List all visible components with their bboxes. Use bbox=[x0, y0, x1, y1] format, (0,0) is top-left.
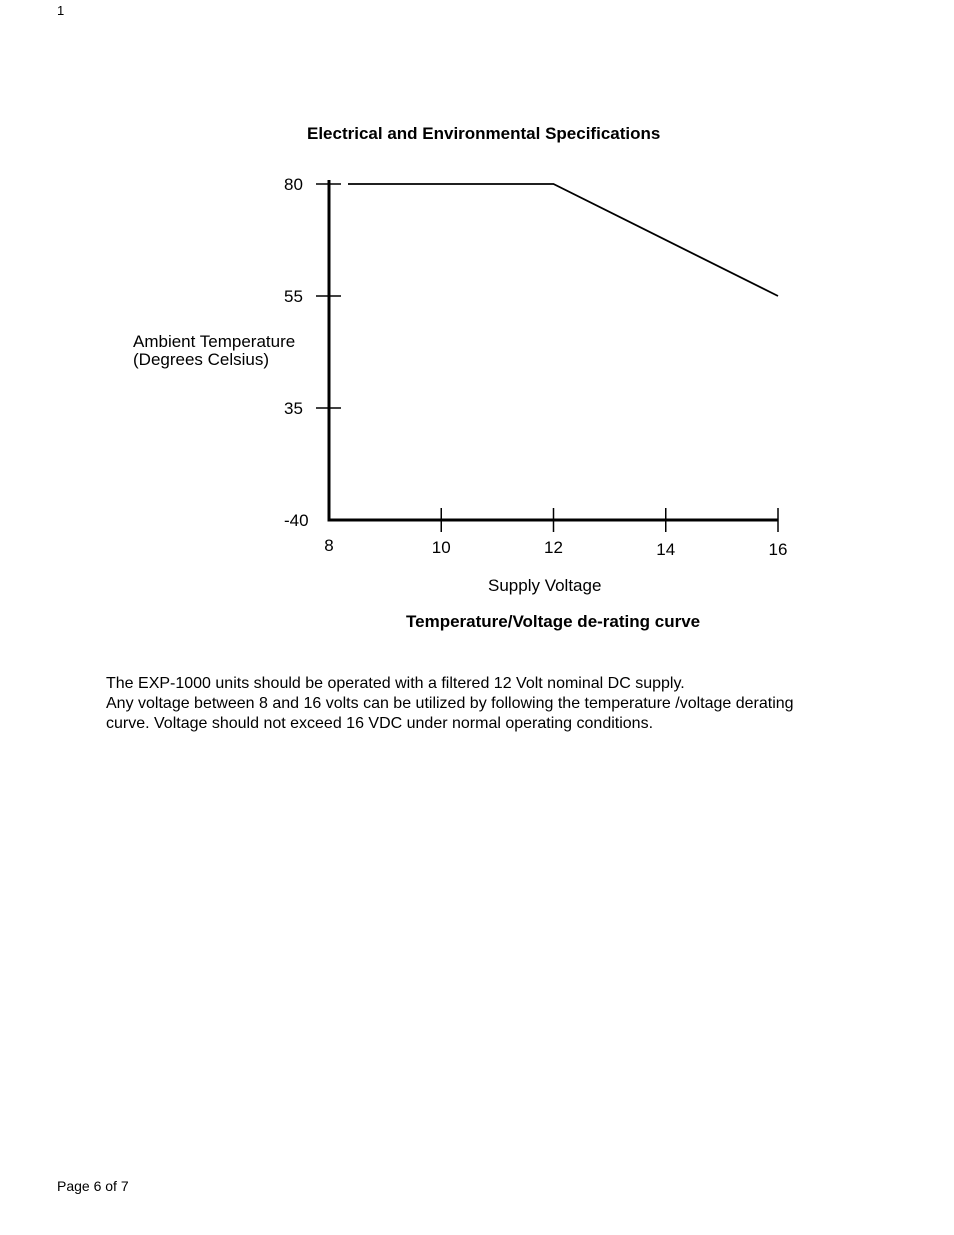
spec-paragraph bbox=[106, 674, 866, 734]
y-tick-label-80: 80 bbox=[284, 175, 303, 194]
y-tick-label-35: 35 bbox=[284, 399, 303, 418]
page-footer: Page 6 of 7 bbox=[57, 1178, 129, 1194]
paragraph-line-1: The EXP-1000 units should be operated with a filtered 12 Volt nominal DC supply. bbox=[106, 675, 685, 692]
x-axis-label: Supply Voltage bbox=[488, 576, 602, 595]
section-title: Electrical and Environmental Specifications bbox=[307, 124, 661, 143]
x-tick-label-8: 8 bbox=[324, 536, 334, 555]
x-tick-label-10: 10 bbox=[431, 538, 451, 557]
y-tick-label-55: 55 bbox=[284, 287, 303, 306]
page-corner-number: 1 bbox=[57, 3, 65, 18]
paragraph-line-2: Any voltage between 8 and 16 volts can be utilized by following the temperature /voltage derating bbox=[106, 695, 794, 712]
x-tick-label-14: 14 bbox=[656, 540, 676, 559]
series-line-0 bbox=[348, 184, 778, 296]
x-tick-label-12: 12 bbox=[544, 538, 563, 557]
y-tick-label--40: -40 bbox=[284, 511, 309, 530]
y-axis-label-line-1: Ambient Temperature bbox=[133, 332, 296, 351]
chart-title: Temperature/Voltage de-rating curve bbox=[406, 612, 701, 631]
y-axis-label bbox=[133, 333, 295, 369]
paragraph-line-3: curve. Voltage should not exceed 16 VDC under normal operating conditions. bbox=[106, 715, 654, 732]
x-tick-label-16: 16 bbox=[768, 540, 788, 559]
y-axis-label-line-2: (Degrees Celsius) bbox=[133, 350, 270, 369]
